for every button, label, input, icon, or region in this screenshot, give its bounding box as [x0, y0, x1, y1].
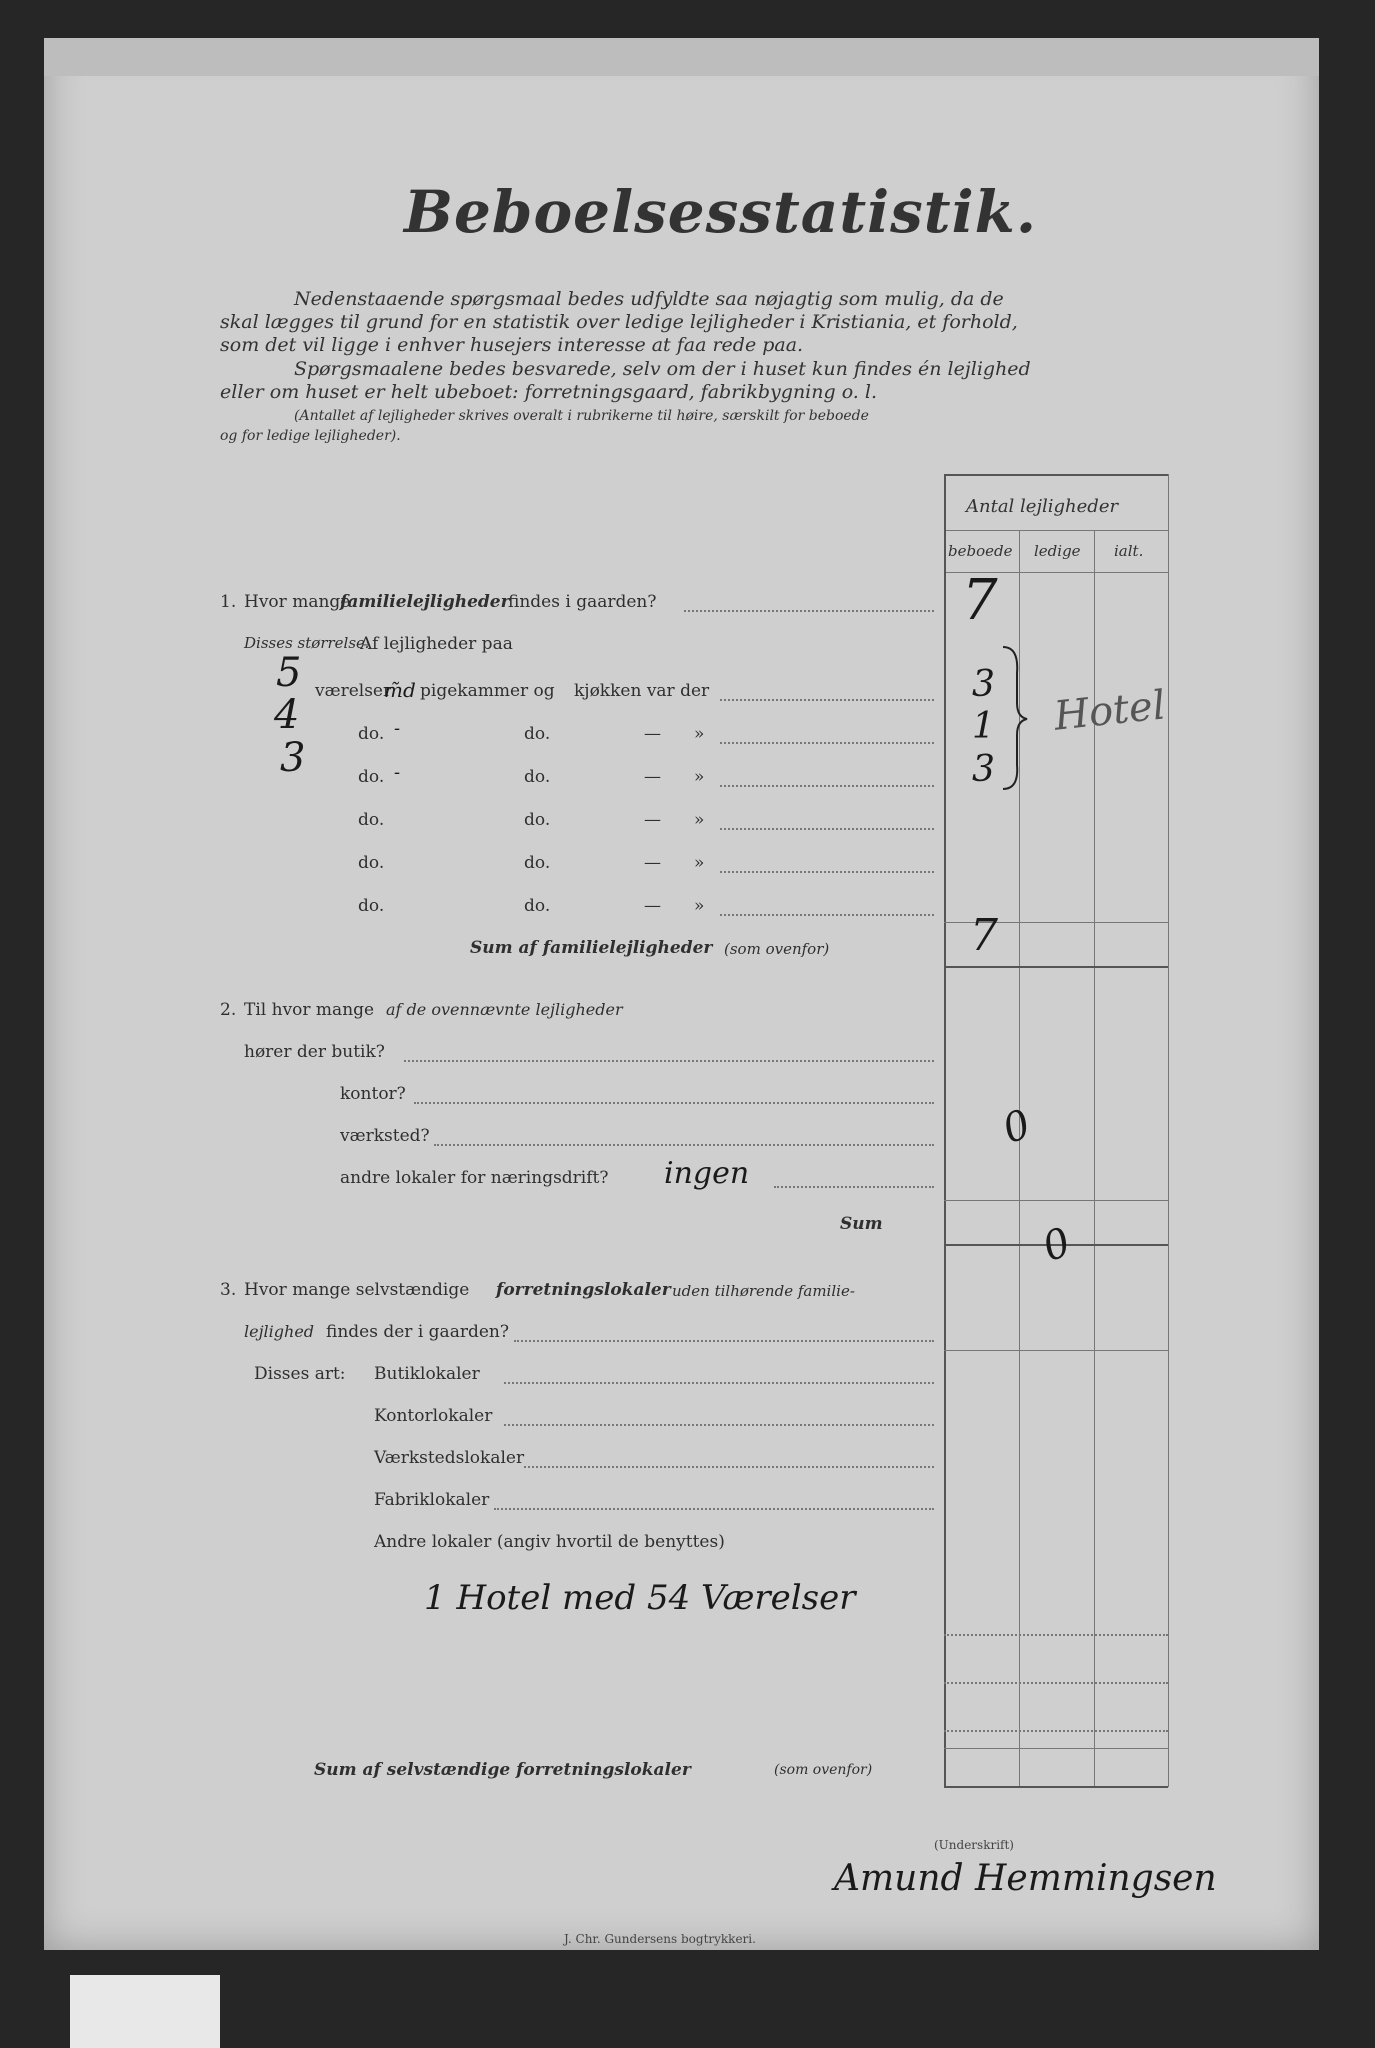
col-header-ialt: ialt. [1114, 542, 1144, 560]
q3-item: Kontorlokaler [374, 1406, 493, 1426]
q2-andre-answer: ingen [664, 1156, 750, 1191]
q2-butik-leader [404, 1060, 934, 1062]
q1-row-rooms: 4 [274, 692, 300, 738]
q3-sum-suffix: (som ovenfor) [774, 1762, 873, 1778]
q2-sum-label: Sum [840, 1214, 883, 1234]
q1-row-mark: - [394, 762, 401, 783]
q1-row-leader [720, 828, 934, 830]
intro-line-4: Spørgsmaalene bedes besvarede, selv om der i huset kun findes én lejlighed [294, 358, 1031, 380]
q3-extra-leader-1 [944, 1634, 1168, 1636]
q1-row-do-1: do. [358, 896, 385, 916]
q3-sum-label: Sum af selvstændige forretningslokaler [314, 1760, 691, 1780]
q2-text-a: Til hvor mange [244, 1000, 375, 1020]
table-header-rule [944, 530, 1168, 531]
scan-light-spot [70, 1975, 220, 2048]
q1-row-dash: — [644, 853, 661, 873]
q1-row-count: 3 [972, 664, 995, 705]
q3-text-e: findes der i gaarden? [326, 1322, 509, 1342]
q1-row-quote: » [694, 853, 705, 873]
q1-row-vaerelser: værelser [315, 681, 392, 701]
brace-mark [999, 643, 1029, 793]
q1-number: 1. [220, 592, 237, 612]
q1-sum-label: Sum af familielejligheder [470, 938, 713, 958]
q1-row-kjokken: kjøkken var der [574, 681, 710, 701]
q1-row-mark: - [394, 718, 401, 739]
intro-line-1: Nedenstaaende spørgsmaal bedes udfyldte saa nøjagtig som mulig, da de [294, 288, 1004, 310]
q1-row-leader [720, 785, 934, 787]
printer-credit: J. Chr. Gundersens bogtrykkeri. [564, 1932, 756, 1946]
q3-item: Fabriklokaler [374, 1490, 490, 1510]
q1-row-do-2: do. [524, 724, 551, 744]
q3-item-leader [504, 1382, 934, 1384]
q2-sum-answer: 0 [1036, 1219, 1077, 1271]
note-line-1: (Antallet af lejligheder skrives overalt i rubrikerne til høire, særskilt for beboede [294, 408, 869, 424]
q3-item-leader [524, 1466, 934, 1468]
q1-row-dash: — [644, 896, 661, 916]
q1-row-quote: » [694, 724, 705, 744]
q1-row-count: 3 [972, 749, 995, 790]
intro-line-2: skal lægges til grund for en statistik over ledige lejligheder i Kristiania, et forhold, [220, 311, 1018, 333]
q3-text-b: forretningslokaler [496, 1280, 671, 1300]
q3-text-d: lejlighed [244, 1322, 315, 1341]
q3-extra-leader-3 [944, 1730, 1168, 1732]
q1-row-leader [720, 742, 934, 744]
q3-item-leader [494, 1508, 934, 1510]
q3-rule-top [944, 1350, 1168, 1351]
q1-text-b: familielejligheder [340, 592, 510, 612]
page-top-strip [44, 38, 1319, 76]
signature-label: (Underskrift) [934, 1838, 1014, 1852]
q1-size-text: Af lejligheder paa [360, 634, 513, 654]
q3-sum-rule-top [944, 1748, 1168, 1749]
col-line-left [944, 474, 946, 1787]
signature: Amund Hemmingsen [834, 1858, 1217, 1899]
q3-sum-rule-bottom [944, 1786, 1168, 1788]
q1-row-do-2: do. [524, 853, 551, 873]
q2-vaerksted: værksted? [340, 1126, 430, 1146]
q1-sum-suffix: (som ovenfor) [724, 940, 830, 958]
q1-sum-rule-bottom [944, 966, 1168, 968]
col-header-ledige: ledige [1034, 542, 1081, 560]
q2-vaerksted-leader [434, 1144, 934, 1146]
col-header-beboede: beboede [948, 542, 1013, 560]
q2-number: 2. [220, 1000, 237, 1020]
q3-extra-leader-2 [944, 1682, 1168, 1684]
q1-row-do-1: do. [358, 767, 385, 787]
q1-text-a: Hvor mange [244, 592, 351, 612]
q3-item: Butiklokaler [374, 1364, 480, 1384]
q1-row-do-1: do. [358, 853, 385, 873]
q1-row-rooms: 5 [276, 650, 302, 696]
q2-andre-leader [774, 1186, 934, 1188]
q3-leader [514, 1340, 934, 1342]
q1-row-do-2: do. [524, 896, 551, 916]
q3-art-label: Disses art: [254, 1364, 346, 1384]
q1-row-do-1: do. [358, 724, 385, 744]
q3-item: Andre lokaler (angiv hvortil de benyttes) [374, 1532, 725, 1552]
q1-row-quote: » [694, 767, 705, 787]
table-top-rule [944, 474, 1168, 476]
q1-size-label: Disses størrelse: [244, 634, 370, 652]
intro-line-5: eller om huset er helt ubeboet: forretningsgaard, fabrikbygning o. l. [220, 381, 877, 403]
q1-row-dash: — [644, 767, 661, 787]
q1-row-do-2: do. [524, 767, 551, 787]
intro-line-3: som det vil ligge i enhver husejers interesse at faa rede paa. [220, 334, 804, 356]
q2-kontor-leader [414, 1102, 934, 1104]
q1-row-quote: » [694, 896, 705, 916]
table-group-header: Antal lejligheder [966, 496, 1119, 517]
q1-text-c: findes i gaarden? [508, 592, 657, 612]
q3-handwritten-note: 1 Hotel med 54 Værelser [424, 1578, 856, 1618]
q1-row-leader [720, 914, 934, 916]
q1-sum-value: 7 [970, 910, 998, 961]
q3-item-leader [504, 1424, 934, 1426]
note-line-2: og for ledige lejligheder). [220, 428, 401, 444]
q1-leader [684, 610, 934, 612]
q1-row-do-1: do. [358, 810, 385, 830]
col-line-right [1168, 474, 1169, 1787]
q1-row-dash: — [644, 810, 661, 830]
q2-andre: andre lokaler for næringsdrift? [340, 1168, 609, 1188]
q2-kontor: kontor? [340, 1084, 406, 1104]
q1-row-quote: » [694, 810, 705, 830]
form-page [44, 38, 1319, 1950]
q3-item: Værkstedslokaler [374, 1448, 525, 1468]
q1-row-mark: m̃d [384, 678, 416, 702]
q3-number: 3. [220, 1280, 237, 1300]
q2-text-b: af de ovennævnte lejligheder [386, 1000, 623, 1019]
q1-row-leader [720, 699, 934, 701]
q1-row-dash: — [644, 724, 661, 744]
q1-row-pigekammer: pigekammer og [420, 681, 555, 701]
q1-side-note: Hotel [1051, 682, 1168, 740]
q3-text-a: Hvor mange selvstændige [244, 1280, 470, 1300]
q3-text-c: uden tilhørende familie- [672, 1282, 855, 1300]
q2-vaerksted-answer: 0 [996, 1101, 1037, 1153]
q1-row-rooms: 3 [280, 735, 306, 781]
q1-row-count: 1 [972, 706, 995, 747]
q2-butik: hører der butik? [244, 1042, 385, 1062]
q1-row-leader [720, 871, 934, 873]
q1-answer: 7 [962, 568, 998, 633]
form-title: Beboelsesstatistik. [404, 178, 1038, 246]
q1-row-do-2: do. [524, 810, 551, 830]
q2-sum-rule-top [944, 1200, 1168, 1201]
